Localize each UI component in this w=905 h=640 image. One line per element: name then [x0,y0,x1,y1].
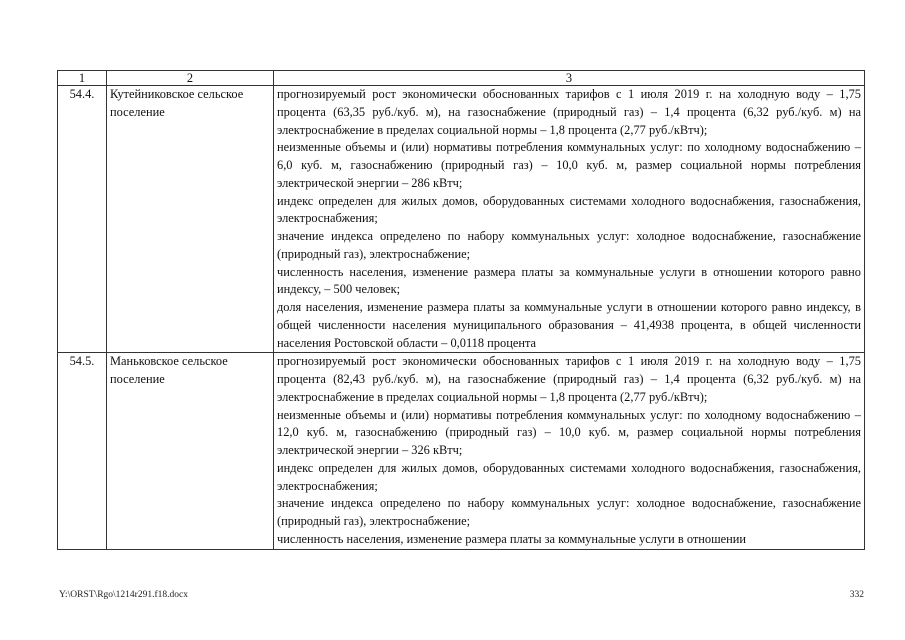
footer-page-number: 332 [849,590,864,600]
paragraph: неизменные объемы и (или) нормативы потребления коммунальных услуг: по холодному водоснабжению – 6,0 куб. м, газоснабжению (природный газ) – 10,0 куб. м, размер социальной нормы потребления электрической энергии – 286 кВтч; [277,140,861,190]
table-row [58,353,865,549]
paragraph: численность населения, изменение размера платы за коммунальные услуги в отношении которого равно индексу, – 500 человек; [277,264,861,297]
settlement-name: Кутейниковское сельское поселение [107,86,274,353]
paragraph: индекс определен для жилых домов, оборудованных системами холодного водоснабжения, газоснабжения, электроснабжения; [277,193,861,226]
paragraph: значение индекса определено по набору коммунальных услуг: холодное водоснабжение, газоснабжение (природный газ), электроснабжение; [277,496,861,528]
settlement-name: Маньковское сельское поселение [107,353,274,549]
table-row [58,86,865,353]
paragraph: прогнозируемый рост экономически обоснованных тарифов с 1 июля 2019 г. на холодную воду – 1,75 процента (63,35 руб./куб. м), на газоснабжение (природный газ) – 1,4 процента (6,32 руб./куб. м) на электроснабжение в пределах социальной нормы – 1,8 процента (2,77 руб./кВтч); [277,87,861,137]
paragraph: значение индекса определено по набору коммунальных услуг: холодное водоснабжение, газоснабжение (природный газ), электроснабжение; [277,229,861,261]
column-header-3: 3 [274,71,865,86]
row-number: 54.5. [58,353,107,549]
row-number: 54.4. [58,86,107,353]
row-description [274,353,865,549]
column-header-2: 2 [107,71,274,86]
paragraph: доля населения, изменение размера платы за коммунальные услуги в отношении которого равно индексу, в общей численности населения муниципального образования – 41,4938 процента, в общей численности населения Ростовской области – 0,0118 процента [277,300,861,350]
paragraph: неизменные объемы и (или) нормативы потребления коммунальных услуг: по холодному водоснабжению – 12,0 куб. м, газоснабжению (природный газ) – 10,0 куб. м, размер социальной нормы потребления электрической энергии – 326 кВтч; [277,407,861,457]
tariff-table [57,70,865,550]
paragraph: прогнозируемый рост экономически обоснованных тарифов с 1 июля 2019 г. на холодную воду – 1,75 процента (82,43 руб./куб. м), на газоснабжение (природный газ) – 1,4 процента (6,32 руб./куб. м) на электроснабжение в пределах социальной нормы – 1,8 процента (2,77 руб./кВтч); [277,354,861,404]
footer-file-path: Y:\ORST\Rgo\1214r291.f18.docx [59,590,188,600]
row-description [274,86,865,353]
paragraph: численность населения, изменение размера платы за коммунальные услуги в отношении [277,531,747,546]
table-header-row [58,71,865,86]
paragraph: индекс определен для жилых домов, оборудованных системами холодного водоснабжения, газоснабжения, электроснабжения; [277,460,861,493]
column-header-1: 1 [58,71,107,86]
